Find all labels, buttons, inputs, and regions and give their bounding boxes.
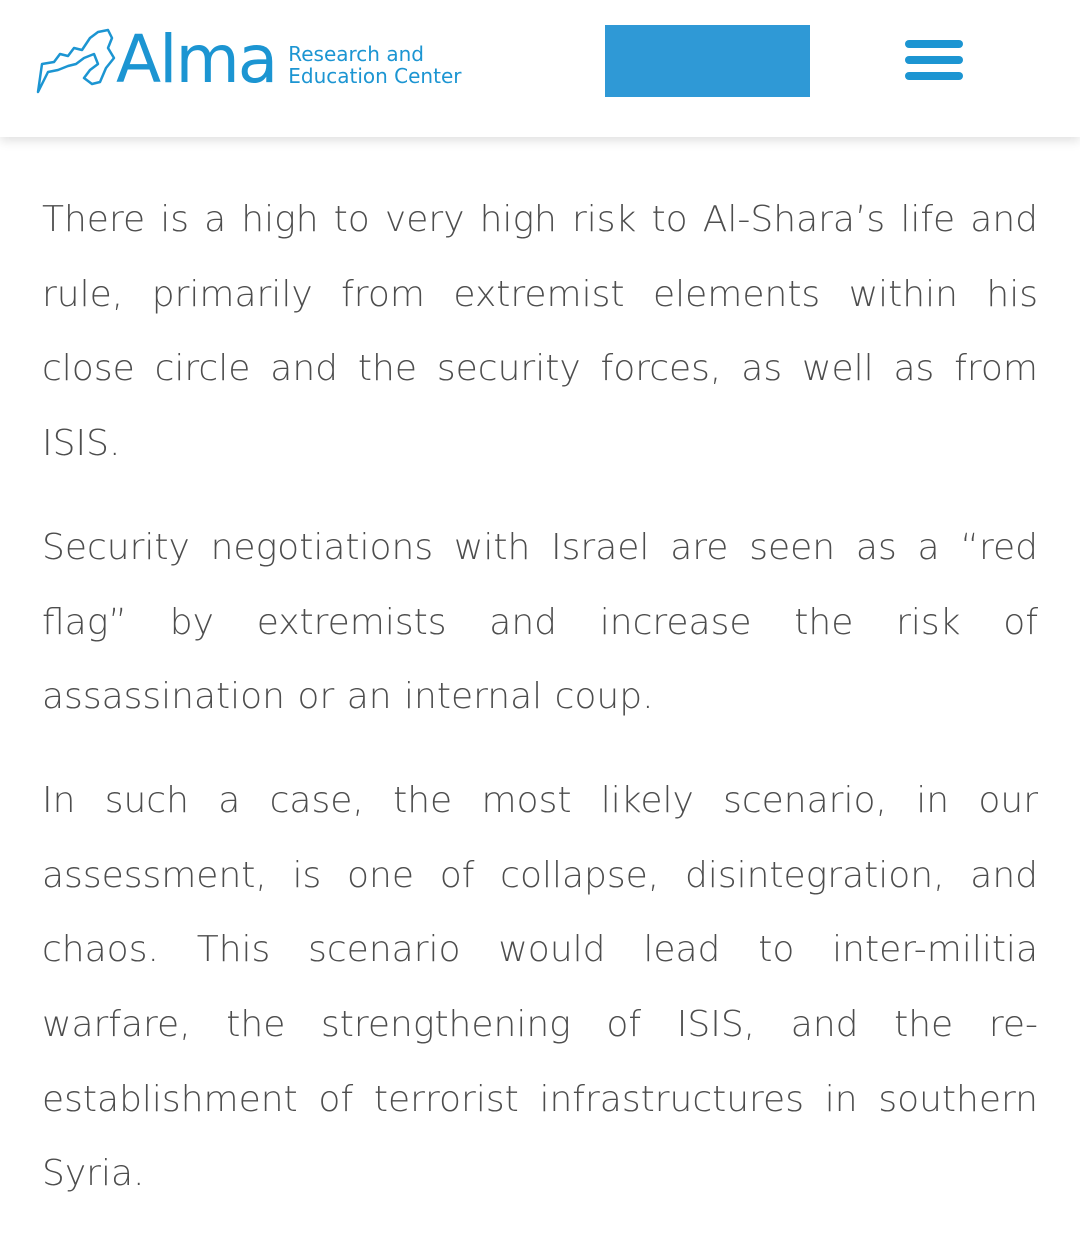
- article-paragraph: Security negotiations with Israel are seen as a “red flag” by extremists and increase the risk of assassination or an internal coup.: [42, 526, 1038, 718]
- site-logo[interactable]: [34, 22, 461, 102]
- logo-subtitle-line1: Research and: [288, 42, 424, 66]
- logo-subtitle-line2: Education Center: [288, 64, 462, 88]
- menu-bar: [905, 56, 963, 64]
- hamburger-menu-icon[interactable]: [903, 40, 965, 86]
- article-paragraph: In such a case, the most likely scenario, in our assessment, is one of collapse, disintegration, and chaos. This scenario would lead to inter-militia warfare, the strengthening of ISIS, and the re-establishment of terrorist infrastructures in southern Syria.: [42, 779, 1038, 1195]
- header-action-button[interactable]: [605, 25, 810, 97]
- menu-bar: [905, 72, 963, 80]
- menu-bar: [905, 40, 963, 48]
- logo-subtitle: [288, 43, 461, 87]
- logo-wordmark: Alma: [116, 21, 277, 98]
- article-paragraph: There is a high to very high risk to Al-Shara’s life and rule, primarily from extremist elements within his close circle and the security forces, as well as from ISIS.: [42, 199, 1038, 465]
- site-header: [0, 0, 1080, 137]
- map-outline-icon: [34, 24, 116, 100]
- article-body: [42, 183, 1038, 1241]
